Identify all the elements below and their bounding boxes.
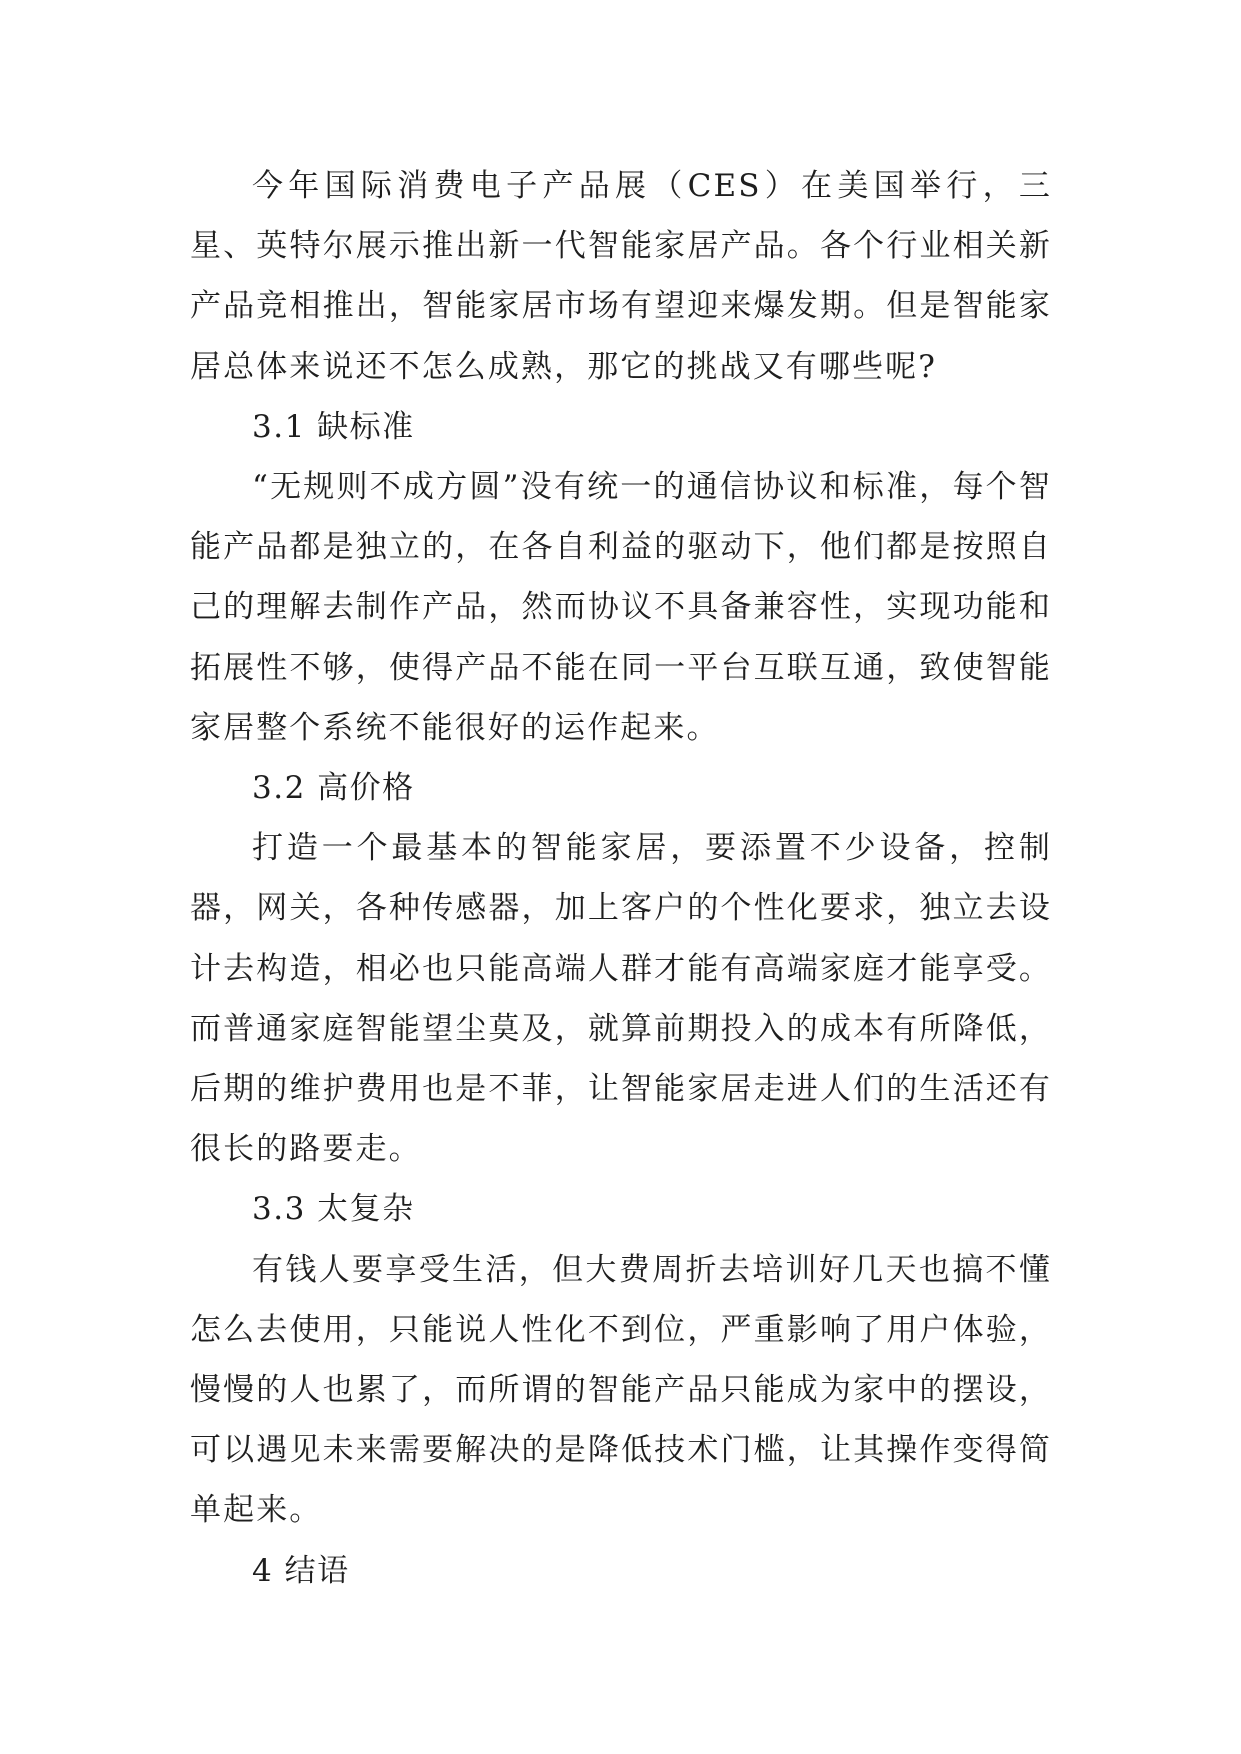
intro-paragraph: 今年国际消费电子产品展（CES）在美国举行，三星、英特尔展示推出新一代智能家居产品。各个行业相关新产品竞相推出，智能家居市场有望迎来爆发期。但是智能家居总体来说还不怎么成熟，那它的挑战又有哪些呢? [190, 168, 1052, 385]
section-3-1-paragraph: “无规则不成方圆”没有统一的通信协议和标准，每个智能产品都是独立的，在各自利益的驱动下，他们都是按照自己的理解去制作产品，然而协议不具备兼容性，实现功能和拓展性不够，使得产品不能在同一平台互联互通，致使智能家居整个系统不能很好的运作起来。 [190, 469, 1052, 746]
section-heading-3-3: 3.3 太复杂 [252, 1191, 415, 1228]
section-heading-3-2: 3.2 高价格 [252, 770, 415, 807]
section-heading-3-1: 3.1 缺标准 [252, 408, 415, 445]
section-3-3-paragraph: 有钱人要享受生活，但大费周折去培训好几天也搞不懂怎么去使用，只能说人性化不到位，严重影响了用户体验，慢慢的人也累了，而所谓的智能产品只能成为家中的摆设，可以遇见未来需要解决的是降低技术门槛，让其操作变得简单起来。 [190, 1251, 1052, 1529]
document-body [190, 156, 1052, 1601]
section-3-2-paragraph: 打造一个最基本的智能家居，要添置不少设备，控制器，网关，各种传感器，加上客户的个性化要求，独立去设计去构造，相必也只能高端人群才能有高端家庭才能享受。而普通家庭智能望尘莫及，就算前期投入的成本有所降低，后期的维护费用也是不菲，让智能家居走进人们的生活还有很长的路要走。 [190, 830, 1052, 1168]
section-heading-4: 4 结语 [252, 1552, 350, 1589]
